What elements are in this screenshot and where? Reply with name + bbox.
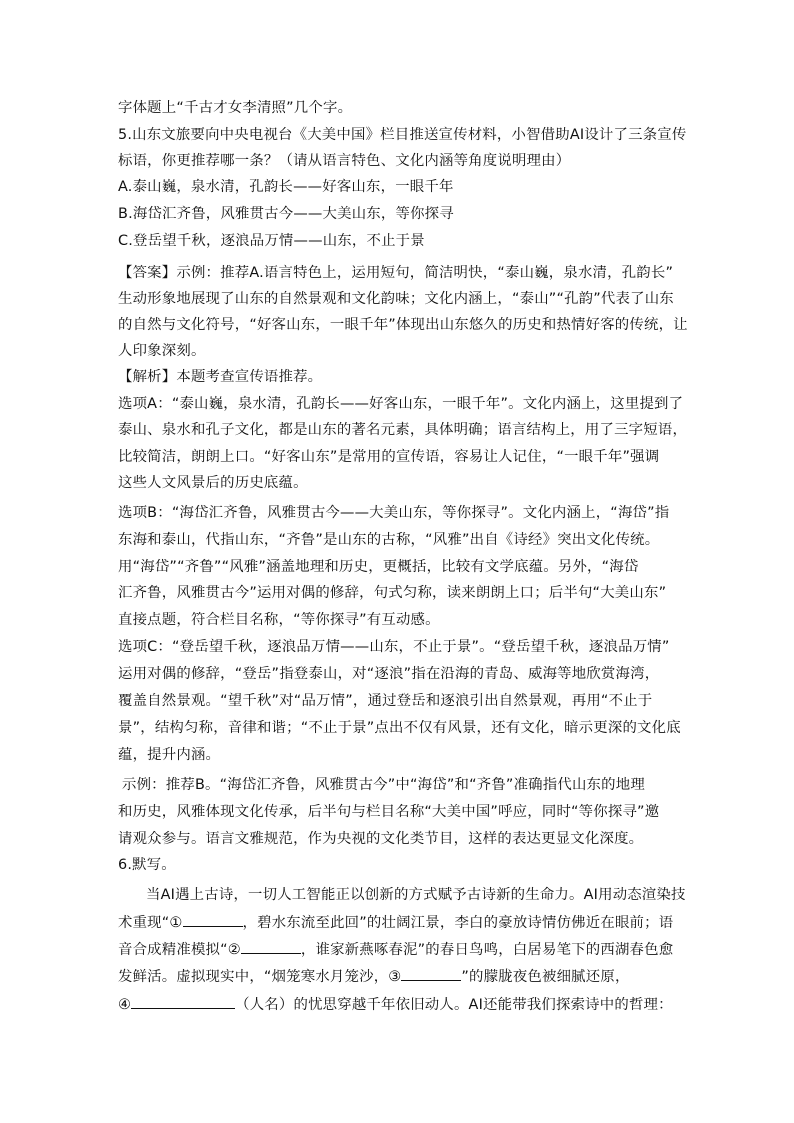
paragraph-line: 当AI遇上古诗，一切人工智能正以创新的方式赋予古诗新的生命力。AI用动态渲染技 (146, 887, 686, 903)
paragraph-text: 术重现“① (118, 915, 183, 931)
paragraph-line (118, 913, 684, 932)
fill-blank-4[interactable] (131, 995, 235, 1009)
fill-blank-3[interactable] (401, 967, 461, 981)
fill-blank-2[interactable] (241, 940, 301, 954)
text-line: 运用对偶的修辞，“登岳”指登泰山，对“逐浪”指在沿海的青岛、威海等地欣赏海湾， (118, 666, 660, 682)
option-b: B.海岱汇齐鲁，风雅贯古今——大美山东，等你探寻 (118, 206, 454, 222)
text-line: 直接点题，符合栏目名称，“等你探寻”有互动感。 (118, 612, 440, 628)
text-line: 景”，结构匀称，音律和谐；“不止于景”点出不仅有风景，还有文化，暗示更深的文化底 (118, 720, 681, 736)
fill-blank-1[interactable] (183, 913, 243, 927)
text-line: 请观众参与。语言文雅规范，作为央视的文化类节目，这样的表达更显文化深度。 (118, 831, 644, 847)
text-line: 这些人文风景后的历史底蕴。 (118, 475, 308, 491)
paragraph-line (118, 967, 684, 986)
text-line: 标语，你更推荐哪一条？（请从语言特色、文化内涵等角度说明理由） (118, 153, 571, 169)
paragraph-text: ，碧水东流至此回”的壮阔江景，李白的豪放诗情仿佛近在眼前；语 (242, 915, 674, 931)
question-5-line: 5.山东文旅要向中央电视台《大美中国》栏目推送宣传材料，小智借助AI设计了三条宣传 (118, 127, 687, 143)
text-line: 覆盖自然景观。“望千秋”对“品万情”，通过登岳和逐浪引出自然景观，再用“不止于 (118, 693, 653, 709)
text-line: 示例：推荐B。“海岱汇齐鲁，风雅贯古今”中“海岱”和“齐鲁”准确指代山东的地理 (122, 777, 645, 793)
paragraph-text: ”的朦胧夜色被细腻还原， (461, 969, 630, 985)
text-line: 东海和泰山，代指山东，“齐鲁”是山东的古称，“风雅”出自《诗经》突出文化传统。 (118, 532, 660, 548)
option-a: A.泰山巍，泉水清，孔韵长——好客山东，一眼千年 (118, 179, 454, 195)
question-6-line: 6.默写。 (118, 857, 176, 873)
analysis-line: 【解析】本题考查宣传语推荐。 (118, 369, 323, 385)
text-line: 选项A：“泰山巍，泉水清，孔韵长——好客山东，一眼千年”。文化内涵上，这里提到了 (118, 396, 684, 412)
text-line: 字体题上“千古才女李清照”几个字。 (118, 100, 353, 116)
paragraph-text: 发鲜活。虚拟现实中，“烟笼寒水月笼沙，③ (118, 969, 402, 985)
paragraph-text: （人名）的忧思穿越千年依旧动人。AI还能带我们探索诗中的哲理： (235, 997, 673, 1013)
paragraph-text: ，谁家新燕啄春泥”的春日鸟鸣，白居易笔下的西湖春色愈 (300, 942, 674, 958)
option-c: C.登岳望千秋，逐浪品万情——山东，不止于景 (118, 233, 425, 249)
text-line: 人印象深刻。 (118, 343, 206, 359)
text-line: 蕴，提升内涵。 (118, 747, 221, 763)
text-line: 比较简洁，朗朗上口。“好客山东”是常用的宣传语，容易让人记住，“一眼千年”强调 (118, 449, 660, 465)
text-line: 汇齐鲁，风雅贯古今”运用对偶的修辞，句式匀称，读来朗朗上口；后半句“大美山东” (118, 585, 667, 601)
text-line: 的自然与文化符号，“好客山东，一眼千年”体现出山东悠久的历史和热情好客的传统，让 (118, 317, 688, 333)
text-line: 选项C：“登岳望千秋，逐浪品万情——山东，不止于景”。“登岳望千秋，逐浪品万情” (118, 639, 670, 655)
paragraph-line (118, 940, 684, 959)
text-line: 选项B：“海岱汇齐鲁，风雅贯古今——大美山东，等你探寻”。文化内涵上，“海岱”指 (118, 505, 670, 521)
text-line: 用“海岱”“齐鲁”“风雅”涵盖地理和历史，更概括，比较有文学底蕴。另外，“海岱 (118, 559, 639, 575)
paragraph-text: 音合成精准模拟“② (118, 942, 241, 958)
text-line: 生动形象地展现了山东的自然景观和文化韵味；文化内涵上，“泰山”“孔韵”代表了山东 (118, 291, 674, 307)
text-line: 和历史，风雅体现文化传承，后半句与栏目名称“大美中国”呼应，同时“等你探寻”邀 (118, 804, 660, 820)
paragraph-text: ④ (118, 997, 132, 1013)
text-line: 泰山、泉水和孔子文化，都是山东的著名元素，具体明确；语言结构上，用了三字短语， (118, 422, 688, 438)
paragraph-line (118, 995, 684, 1014)
answer-line: 【答案】示例：推荐A.语言特色上，运用短句，简洁明快，“泰山巍，泉水清，孔韵长” (118, 265, 674, 281)
